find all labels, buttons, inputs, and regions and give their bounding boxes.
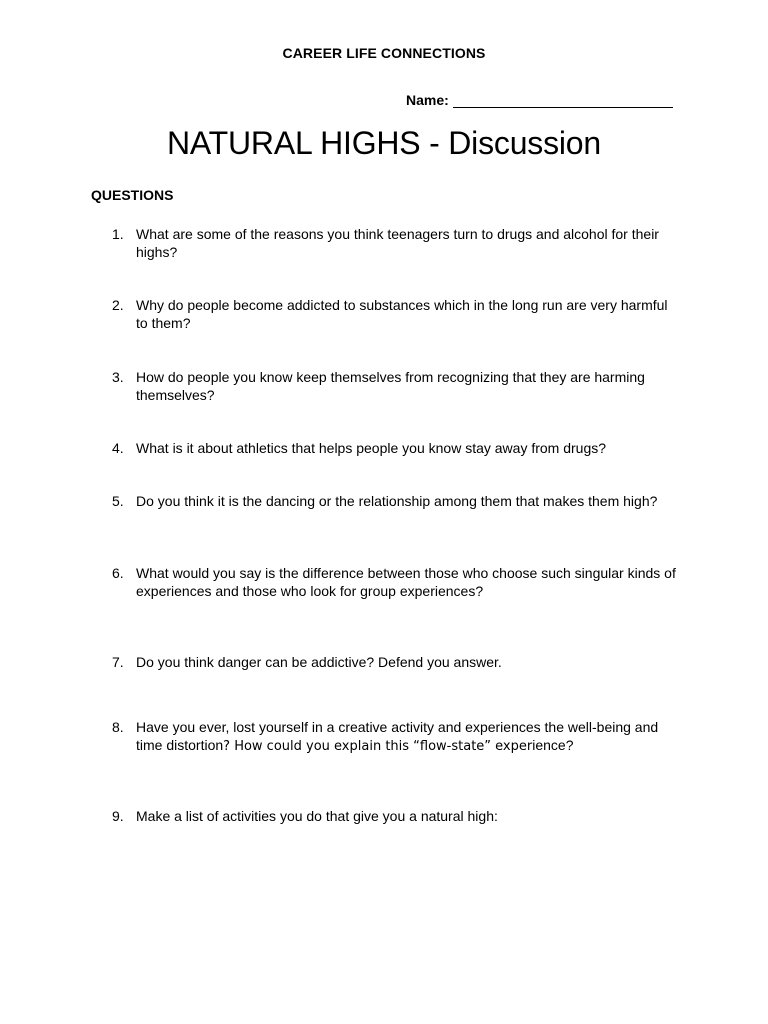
question-text: What is it about athletics that helps people you know stay away from drugs?: [136, 440, 607, 456]
question-4: [112, 439, 682, 457]
question-text: What would you say is the difference between those who choose such singular kinds of experiences and those who look for group experiences?: [136, 565, 676, 599]
course-header: CAREER LIFE CONNECTIONS: [282, 45, 486, 61]
question-5: [112, 492, 682, 510]
question-text: Do you think it is the dancing or the relationship among them that makes them high?: [136, 493, 658, 509]
question-3: [112, 368, 682, 404]
question-8: [112, 718, 682, 756]
question-7: [112, 653, 682, 671]
question-text: Why do people become addicted to substances which in the long run are very harmful to them?: [136, 297, 668, 331]
question-text: Do you think danger can be addictive? Defend you answer.: [136, 654, 502, 670]
name-field-row: [406, 92, 673, 108]
question-text: What are some of the reasons you think teenagers turn to drugs and alcohol for their highs?: [136, 226, 659, 260]
question-6: [112, 564, 682, 600]
question-number: 1.: [112, 226, 124, 242]
question-text: Make a list of activities you do that give you a natural high:: [136, 808, 498, 824]
question-number: 5.: [112, 493, 124, 509]
question-9: [112, 807, 682, 825]
name-blank-line[interactable]: [453, 93, 673, 108]
name-label: Name:: [406, 92, 449, 108]
question-number: 9.: [112, 808, 124, 824]
question-number: 7.: [112, 654, 124, 670]
question-number: 4.: [112, 440, 124, 456]
question-number: 6.: [112, 565, 124, 581]
page-title: NATURAL HIGHS - Discussion: [167, 125, 601, 161]
question-number: 2.: [112, 297, 124, 313]
question-1: [112, 225, 682, 261]
question-number: 8.: [112, 719, 124, 735]
question-number: 3.: [112, 369, 124, 385]
question-text: [136, 718, 682, 756]
section-heading: QUESTIONS: [91, 187, 174, 203]
question-text-part-c: ience?: [532, 737, 574, 753]
question-text: How do people you know keep themselves from recognizing that they are harming themselves?: [136, 369, 645, 403]
question-text-part-a: Have you ever, lost yourself in a creative activity and experiences the well-being and time distortion: [136, 719, 659, 753]
question-text-part-b: ? How could you explain this “flow-state” exper: [223, 739, 533, 754]
question-2: [112, 296, 682, 332]
